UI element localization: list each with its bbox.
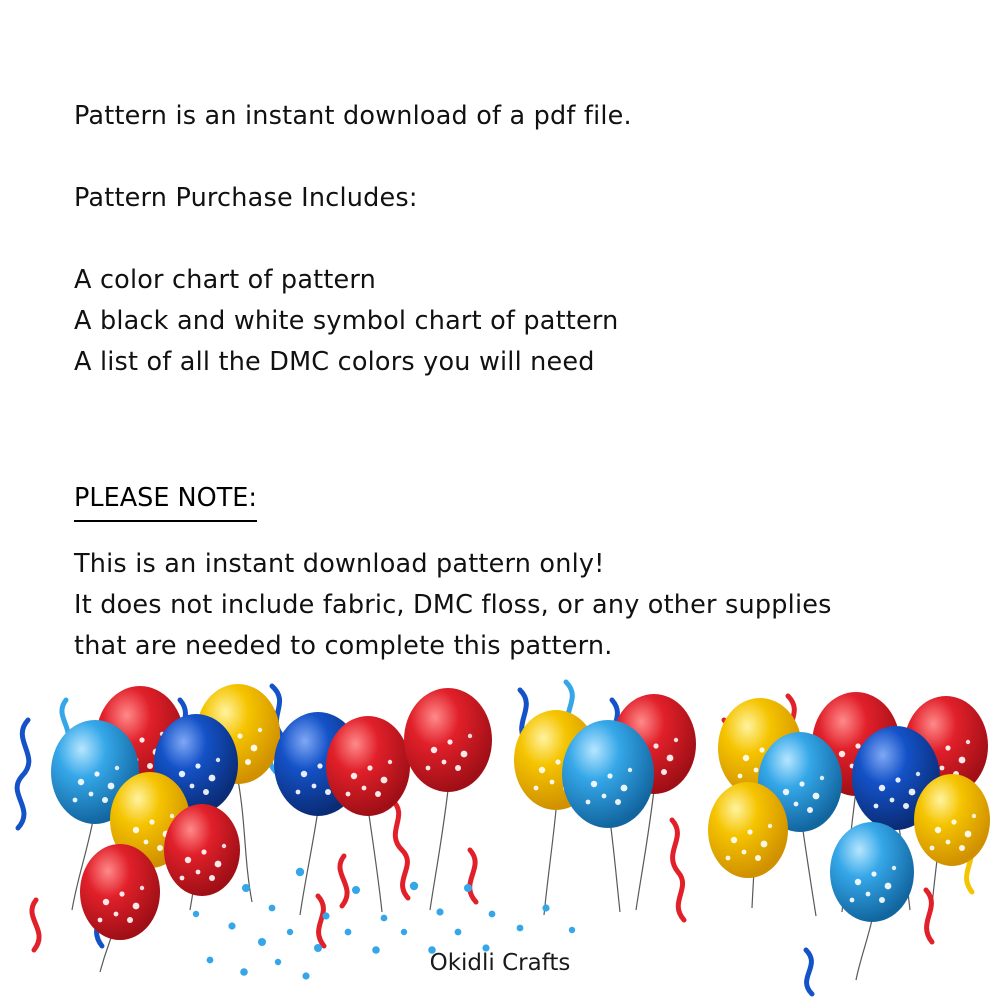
balloon-cluster-right	[708, 692, 990, 922]
spacer	[74, 137, 954, 178]
includes-item-symbol-chart: A black and white symbol chart of pattern	[74, 306, 619, 336]
balloons-illustration	[0, 660, 1000, 1000]
spacer	[74, 219, 954, 260]
signature-okidli-crafts: Okidli Crafts	[429, 950, 571, 976]
includes-heading: Pattern Purchase Includes:	[74, 183, 418, 213]
balloon-cluster-midleft	[274, 688, 492, 816]
balloon-cluster-middle	[514, 694, 696, 828]
balloon-cluster-left	[51, 684, 280, 940]
includes-item-dmc-list: A list of all the DMC colors you will need	[74, 347, 595, 377]
note-line-1: This is an instant download pattern only!	[74, 549, 605, 579]
intro-line: Pattern is an instant download of a pdf file.	[74, 101, 632, 131]
description-text-block	[74, 96, 954, 667]
note-line-2: It does not include fabric, DMC floss, or any other supplies	[74, 590, 832, 620]
note-line-3: that are needed to complete this pattern.	[74, 631, 613, 661]
please-note-heading: PLEASE NOTE:	[74, 479, 257, 522]
includes-item-color-chart: A color chart of pattern	[74, 265, 377, 295]
spacer	[74, 383, 954, 479]
